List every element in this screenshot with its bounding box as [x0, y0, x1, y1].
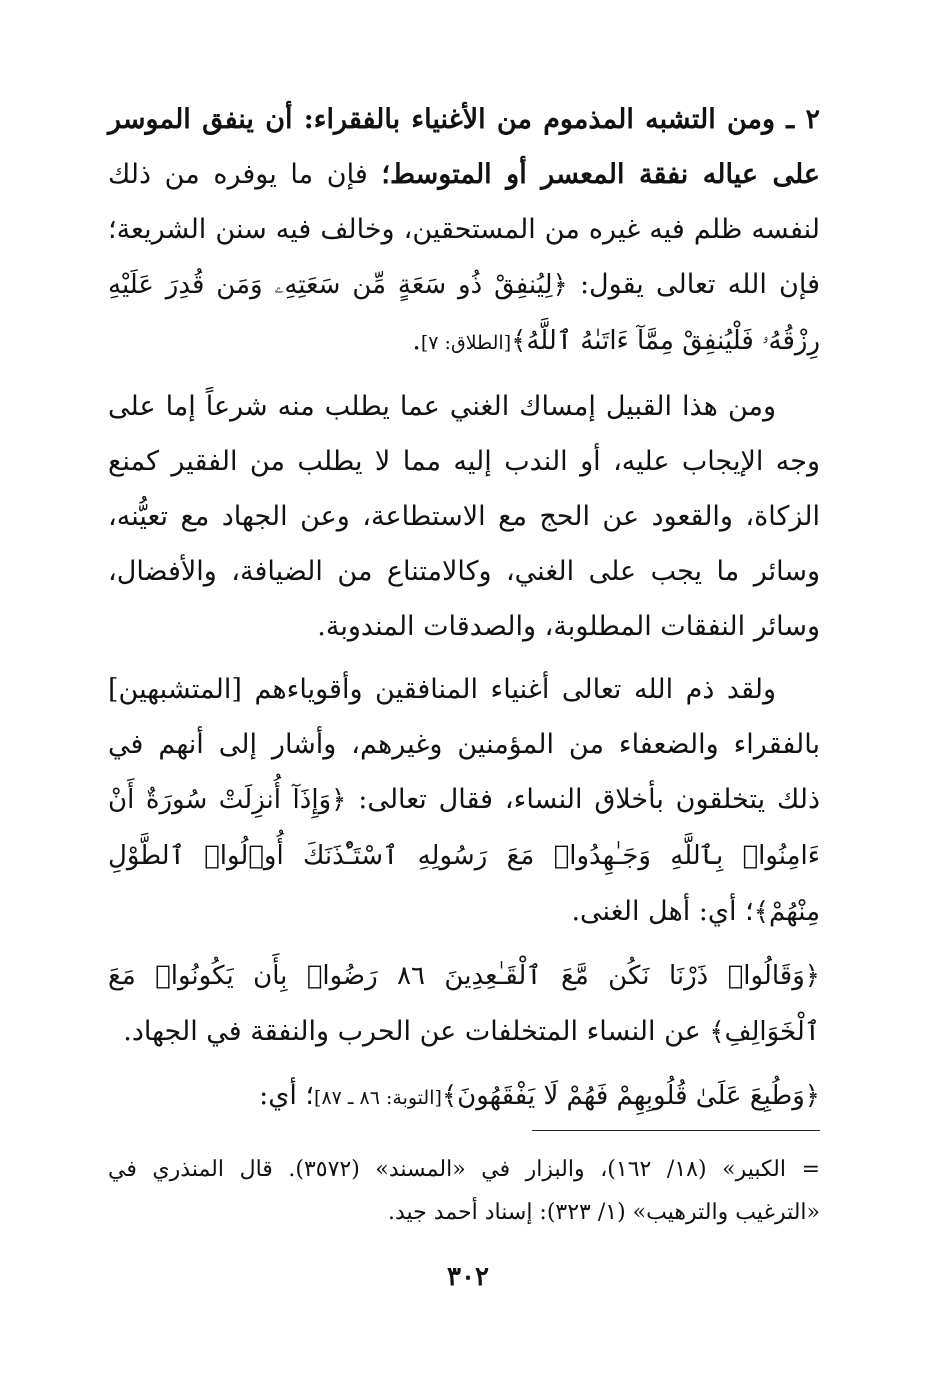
bold-lead: ٢ ـ ومن التشبه المذموم من الأغنياء بالفقراء: أن ينفق الموسر على عياله نفقة المعسر أو المتوسط؛ [108, 104, 821, 190]
page-number: ٣٠٢ [447, 1262, 489, 1292]
paragraph-5-end: ؛ أي: [259, 1080, 315, 1111]
paragraph-1-text: فإن ما يوفره من ذلك لنفسه ظلم فيه غيره من المستحقين، وخالف فيه سنن الشريعة؛ فإن الله تعالى يقول: [108, 159, 820, 300]
quran-verse-tawba-87b: ﴿وَطُبِعَ عَلَىٰ قُلُوبِهِمْ فَهُمْ لَا يَفْقَهُونَ﴾ [441, 1081, 820, 1111]
paragraph-3-end: ؛ أي: أهل الغنى. [571, 896, 754, 927]
verse-reference: [الطلاق: ٧] [420, 332, 512, 354]
paragraph-4 [108, 948, 820, 1060]
paragraph-3-text: ولقد ذم الله تعالى أغنياء المنافقين وأقوياءهم [المتشبهين] بالفقراء والضعفاء من المؤمنين وغيرهم، وأشار إلى أنهم في ذلك يتخلقون بأخلاق النساء، فقال تعالى: [108, 674, 820, 815]
page-body [108, 92, 820, 1134]
paragraph-3 [108, 662, 820, 940]
quran-verse-tawba-86: ﴿وَإِذَآ أُنزِلَتْ سُورَةٌ أَنْ ءَامِنُوا۟ بِٱللَّهِ وَجَـٰهِدُوا۟ مَعَ رَسُولِهِ ٱسْتَـْٔذَنَكَ أُو۟لُوا۟ ٱلطَّوْلِ مِنْهُمْ﴾ [108, 785, 820, 927]
paragraph-5 [108, 1068, 820, 1126]
footnote-divider [532, 1130, 820, 1131]
verse-reference: [التوبة: ٨٦ ـ ٨٧] [314, 1087, 442, 1109]
quran-verse-tawba-87: ﴿وَقَالُوا۟ ذَرْنَا نَكُن مَّعَ ٱلْقَـٰعِدِينَ ٨٦ رَضُوا۟ بِأَن يَكُونُوا۟ مَعَ ٱلْخَوَالِفِ﴾ [108, 961, 820, 1047]
footnote: = الكبير» (١٨/ ١٦٢)، والبزار في «المسند» (٣٥٧٢). قال المنذري في «الترغيب والترهيب» (١/ ٣٢٣): إسناد أحمد جيد. [108, 1157, 821, 1225]
paragraph-4-text: عن النساء المتخلفات عن الحرب والنفقة في الجهاد. [123, 1016, 710, 1047]
quran-verse-talaq: ﴿لِيُنفِقْ ذُو سَعَةٍ مِّن سَعَتِهِۦ وَمَن قُدِرَ عَلَيْهِ رِزْقُهُۥ فَلْيُنفِقْ مِمَّآ ءَاتَىٰهُ ٱللَّهُ﴾ [108, 270, 820, 356]
paragraph-1-end: . [412, 325, 421, 356]
paragraph-1 [108, 92, 820, 371]
paragraph-2: ومن هذا القبيل إمساك الغني عما يطلب منه شرعاً إما على وجه الإيجاب عليه، أو الندب إليه مما لا يطلب من الفقير كمنع الزكاة، والقعود عن الحج مع الاستطاعة، وعن الجهاد مع تعيُّنه، وسائر ما يجب على الغني، وكالامتناع من الضيافة، والأفضال، وسائر النفقات المطلوبة، والصدقات المندوبة. [108, 391, 820, 642]
